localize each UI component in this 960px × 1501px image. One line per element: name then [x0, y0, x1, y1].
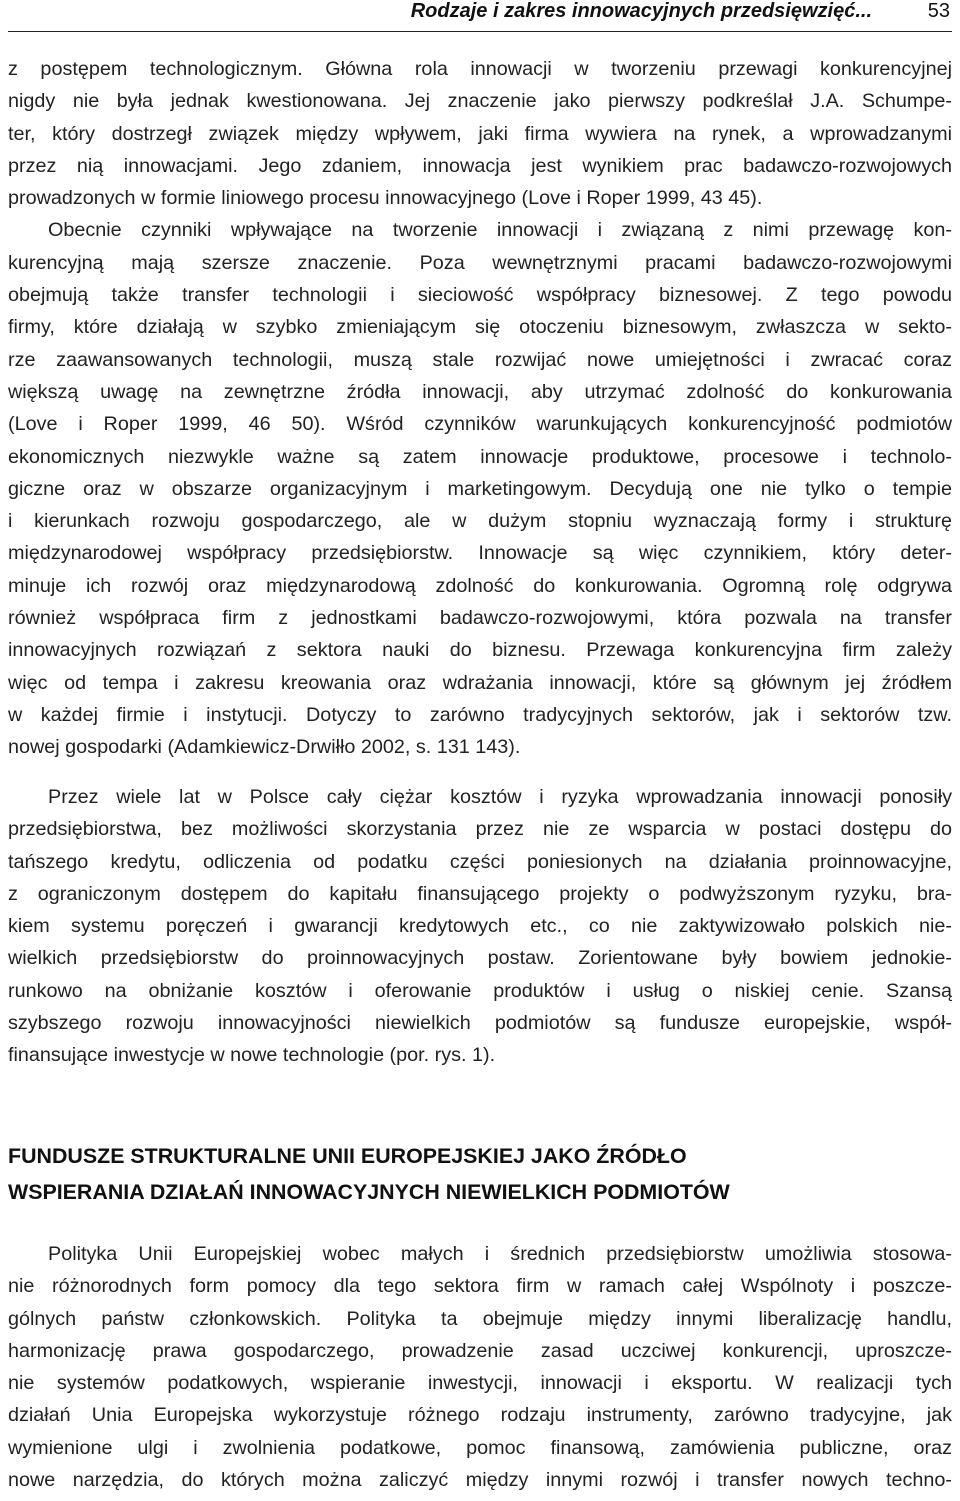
text-line: obejmują także transfer technologii i sieciowość współpracy biznesowej. Z tego powodu [8, 284, 952, 307]
text-line: nie różnorodnych form pomocy dla tego sektora firm w ramach całej Wspólnoty i poszcze- [8, 1275, 952, 1298]
text-line: giczne oraz w obszarze organizacyjnym i marketingowym. Decydują one nie tylko o tempie [8, 477, 952, 500]
text-line: (Love i Roper 1999, 46 50). Wśród czynników warunkujących konkurencyjność podmiotów [8, 413, 952, 436]
text-line: kurencyjną mają szersze znaczenie. Poza wewnętrznymi pracami badawczo-rozwojowymi [8, 251, 952, 274]
paragraph-1 [8, 53, 952, 764]
text-line: i kierunkach rozwoju gospodarczego, ale w dużym stopniu wyznaczają formy i strukturę [8, 510, 952, 533]
text-line: Przez wiele lat w Polsce cały ciężar kosztów i ryzyka wprowadzania innowacji ponosiły [48, 786, 952, 808]
page-header [0, 0, 960, 26]
text-line: Obecnie czynniki wpływające na tworzenie innowacji i związaną z nimi przewagę kon- [48, 219, 952, 242]
text-line: przedsiębiorstwa, bez możliwości skorzystania przez nie ze wsparcia w postaci dostępu do [8, 818, 952, 841]
text-line: działań Unia Europejska wykorzystuje różnego rodzaju instrumenty, zarówno tradycyjne, jak [8, 1404, 952, 1427]
text-line: kiem systemu poręczeń i gwarancji kredytowych etc., co nie zaktywizowało polskich nie- [8, 915, 952, 938]
text-line: również współpraca firm z jednostkami badawczo-rozwojowymi, która pozwala na transfer [8, 607, 952, 630]
text-line: z ograniczonym dostępem do kapitału finansującego projekty o podwyższonym ryzyku, bra- [8, 882, 952, 905]
text-line: wielkich przedsiębiorstw do proinnowacyjnych postaw. Zorientowane były bowiem jednokie- [8, 947, 952, 970]
text-line: innowacyjnych rozwiązań z sektora nauki do biznesu. Przewaga konkurencyjna firm zależy [8, 639, 952, 662]
text-line: większą uwagę na zewnętrzne źródła innowacji, aby utrzymać zdolność do konkurowania [8, 380, 952, 403]
text-line: nie systemów podatkowych, wspieranie inwestycji, innowacji i eksportu. W realizacji tych [8, 1372, 952, 1395]
text-line: gólnych państw członkowskich. Polityka ta obejmuje między innymi liberalizację handlu, [8, 1307, 952, 1330]
text-line: ter, który dostrzegł związek między wpływem, jaki firma wywiera na rynek, a wprowadzanymi [8, 122, 952, 145]
text-line: więc od tempa i zakresu kreowania oraz wdrażania innowacji, które są głównym jej źródłem [8, 671, 952, 694]
text-line: szybszego rozwoju innowacyjności niewielkich podmiotów są fundusze europejskie, współ- [8, 1012, 952, 1035]
running-head: Rodzaje i zakres innowacyjnych przedsięwzięć... [410, 0, 872, 22]
text-line: w każdej firmie i instytucji. Dotyczy to zarówno tradycyjnych sektorów, jak i sektorów tzw. [8, 703, 952, 726]
paragraph-2 [8, 781, 952, 1072]
text-line: wymienione ulgi i zwolnienia podatkowe, pomoc finansową, zamówienia publiczne, oraz [8, 1436, 952, 1459]
page-number: 53 [927, 0, 950, 22]
text-line: tańszego kredytu, odliczenia od podatku części poniesionych na działania proinnowacyjne, [8, 850, 952, 873]
text-line: z postępem technologicznym. Główna rola innowacji w tworzeniu przewagi konkurencyjnej [8, 58, 952, 80]
text-line: harmonizację prawa gospodarczego, prowadzenie zasad uczciwej konkurencji, uproszcze- [8, 1339, 952, 1362]
text-line: nigdy nie była jednak kwestionowana. Jej znaczenie jako pierwszy podkreślał J.A. Schumpe- [8, 90, 952, 113]
section-heading-line: FUNDUSZE STRUKTURALNE UNII EUROPEJSKIEJ JAKO ŹRÓDŁO [8, 1144, 687, 1168]
header-rule [8, 31, 952, 32]
text-line: Polityka Unii Europejskiej wobec małych i średnich przedsiębiorstw umożliwia stosowa- [48, 1243, 952, 1265]
text-line: rze zaawansowanych technologii, muszą stale rozwijać nowe umiejętności i zwracać coraz [8, 348, 952, 371]
section-heading-line: WSPIERANIA DZIAŁAŃ INNOWACYJNYCH NIEWIELKICH PODMIOTÓW [8, 1180, 730, 1204]
text-line: międzynarodowej współpracy przedsiębiorstw. Innowacje są więc czynnikiem, który deter- [8, 542, 952, 565]
text-line: finansujące inwestycje w nowe technologie (por. rys. 1). [8, 1044, 496, 1067]
text-line: firmy, które działają w szybko zmieniającym się otoczeniu biznesowym, zwłaszcza w sekto- [8, 316, 952, 339]
text-line: nowej gospodarki (Adamkiewicz-Drwiłło 2002, s. 131 143). [8, 736, 521, 759]
text-line: minuje ich rozwój oraz międzynarodową zdolność do konkurowania. Ogromną rolę odgrywa [8, 574, 952, 597]
text-line: runkowo na obniżanie kosztów i oferowanie produktów i usług o niskiej cenie. Szansą [8, 979, 952, 1002]
paragraph-3 [8, 1238, 952, 1496]
text-line: nowe narzędzia, do których można zaliczyć między innymi rozwój i transfer nowych techno- [8, 1469, 952, 1492]
text-line: przez nią innowacjami. Jego zdaniem, innowacja jest wynikiem prac badawczo-rozwojowych [8, 154, 952, 177]
text-line: prowadzonych w formie liniowego procesu innowacyjnego (Love i Roper 1999, 43 45). [8, 187, 763, 210]
section-heading [8, 1138, 952, 1210]
text-line: ekonomicznych niezwykle ważne są zatem innowacje produktowe, procesowe i technolo- [8, 445, 952, 468]
